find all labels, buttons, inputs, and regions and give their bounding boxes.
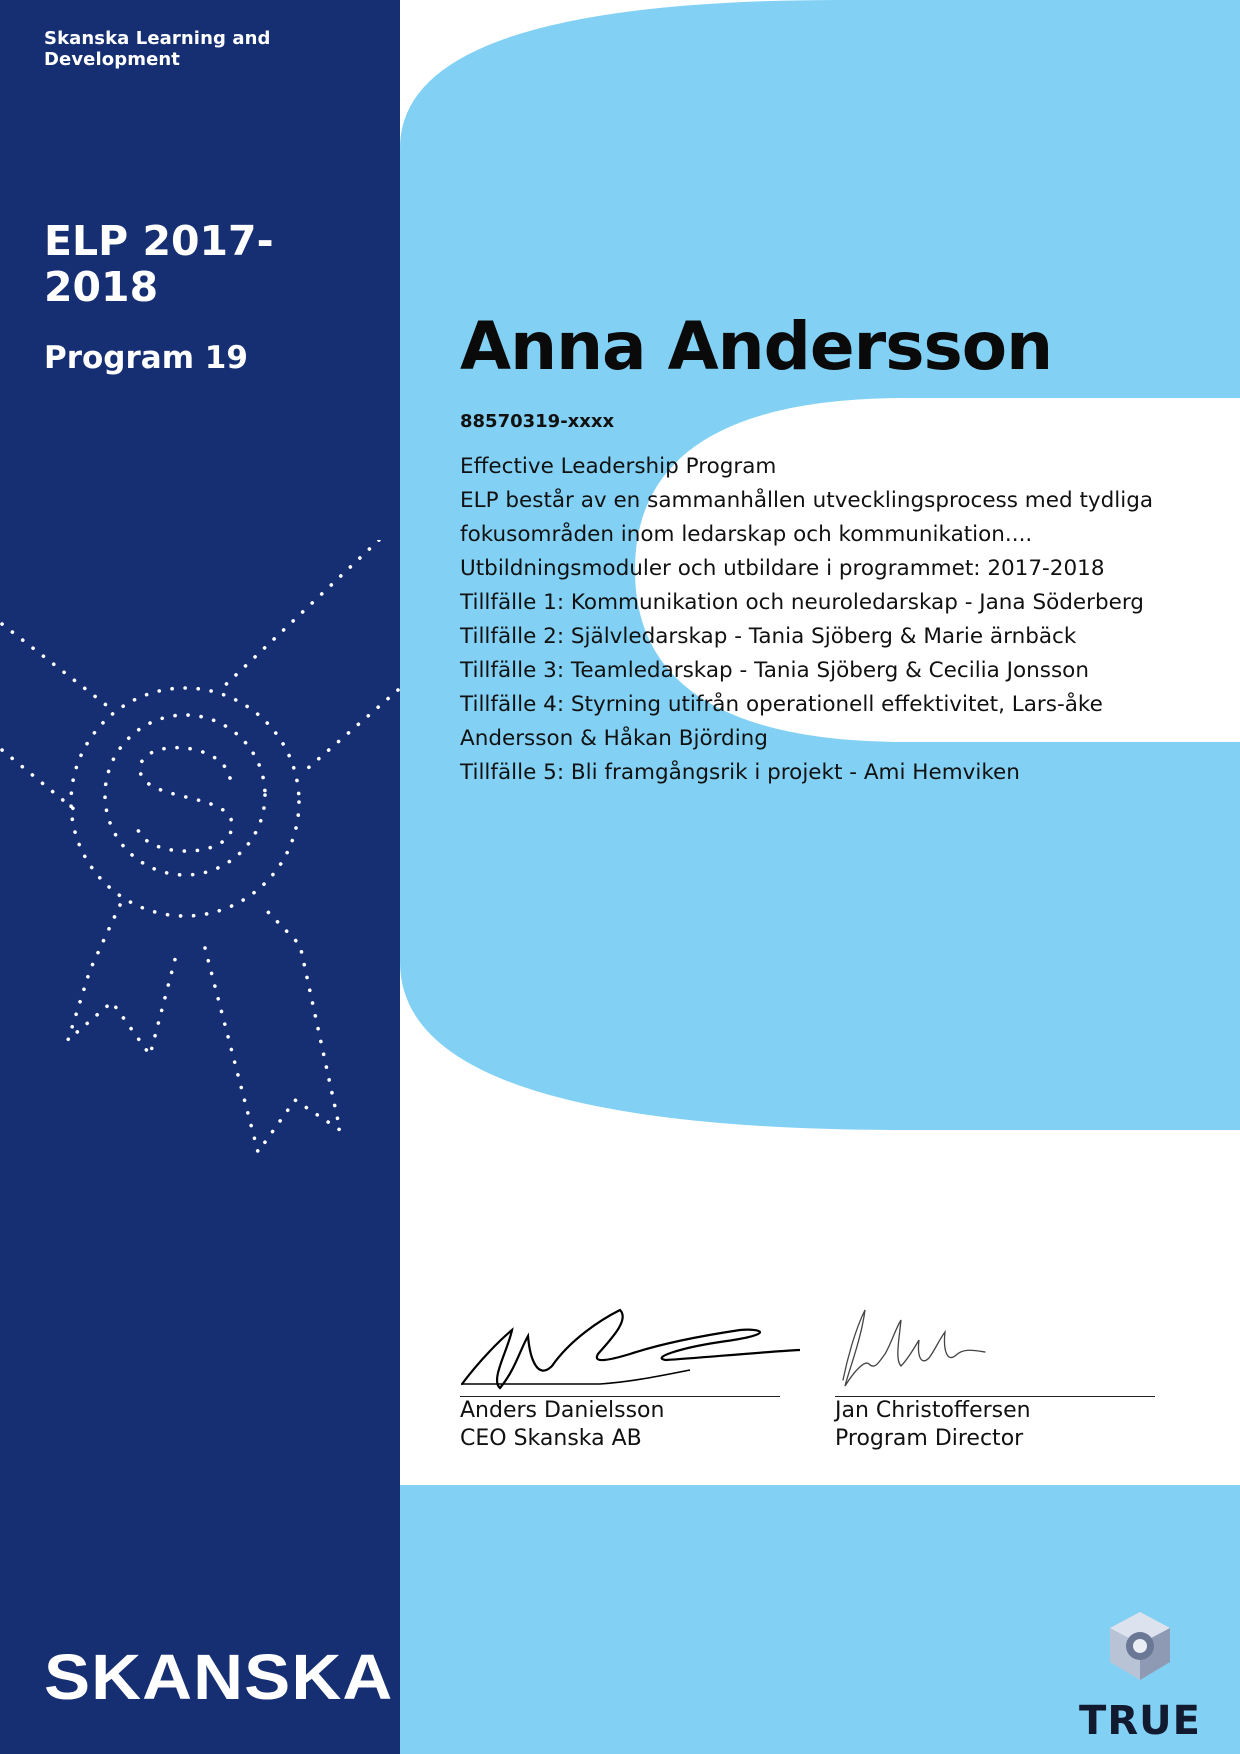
description-line: Tillfälle 2: Självledarskap - Tania Sjöberg & Marie ärnbäck xyxy=(460,624,1077,649)
program-title: ELP 2017-2018 xyxy=(44,217,274,311)
partner-logo xyxy=(1070,1610,1210,1744)
program-description xyxy=(460,450,1200,790)
program-number: Program 19 xyxy=(44,340,248,376)
personal-id: 88570319-xxxx xyxy=(460,411,615,432)
description-line: Tillfälle 4: Styrning utifrån operationell effektivitet, Lars-åke Andersson & Håkan Björding xyxy=(460,692,1103,751)
description-line: Utbildningsmoduler och utbildare i programmet: 2017-2018 xyxy=(460,556,1105,581)
signature-image xyxy=(835,1300,1175,1396)
certificate-area xyxy=(400,0,1240,1754)
brand-logo: SKANSKA xyxy=(44,1641,394,1713)
background-shapes xyxy=(400,0,1240,1754)
signature-block xyxy=(460,1300,780,1453)
signature-block xyxy=(835,1300,1155,1453)
signatory-role: CEO Skanska AB xyxy=(460,1426,642,1451)
rosette-badge-icon xyxy=(0,540,400,1180)
partner-logo-text: TRUE xyxy=(1079,1698,1201,1744)
description-line: Effective Leadership Program xyxy=(460,454,777,479)
signatory-role: Program Director xyxy=(835,1426,1024,1451)
description-line: Tillfälle 5: Bli framgångsrik i projekt - Ami Hemviken xyxy=(460,760,1020,785)
signatory-name: Jan Christoffersen xyxy=(835,1398,1031,1423)
sidebar xyxy=(0,0,400,1754)
true-cube-logo-icon xyxy=(1106,1610,1174,1682)
recipient-name: Anna Andersson xyxy=(460,308,1053,385)
organization-name: Skanska Learning and Development xyxy=(44,28,271,70)
description-line: ELP består av en sammanhållen utvecklingsprocess med tydliga fokusområden inom ledarskap och kommunikation.... xyxy=(460,488,1154,547)
signatory-name: Anders Danielsson xyxy=(460,1398,665,1423)
description-line: Tillfälle 1: Kommunikation och neuroledarskap - Jana Söderberg xyxy=(460,590,1144,615)
description-line: Tillfälle 3: Teamledarskap - Tania Sjöberg & Cecilia Jonsson xyxy=(460,658,1089,683)
signature-image xyxy=(460,1300,800,1396)
